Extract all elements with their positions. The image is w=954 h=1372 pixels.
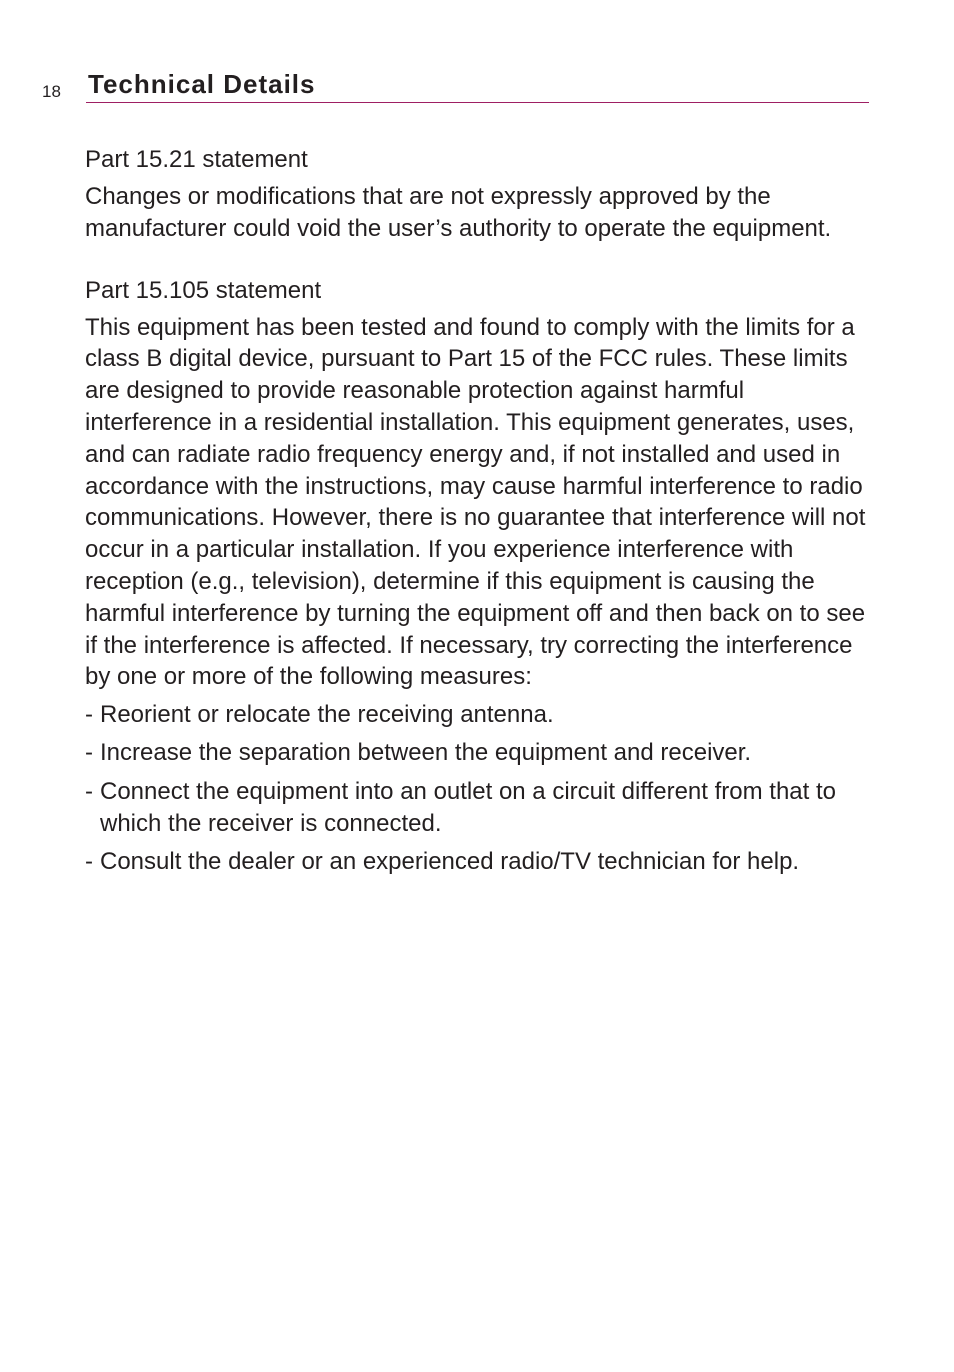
document-content [85,144,875,884]
section-spacer [85,245,875,275]
list-item-text: Reorient or relocate the receiving antenna. [100,701,554,729]
page-title: Technical Details [88,69,316,99]
measures-list [85,699,875,877]
section-paragraph: This equipment has been tested and found to comply with the limits for a class B digital device, pursuant to Part 15 of the FCC rules. These limits are designed to provide reasonable protection against harmful interference in a residential installation. This equipment generates, uses, and can radiate radio frequency energy and, if not installed and used in accordance with the instructions, may cause harmful interference to radio communications. However, there is no guarantee that interference will not occur in a particular installation. If you experience interference with reception (e.g., television), determine if this equipment is causing the harmful interference by turning the equipment off and then back on to see if the interference is affected. If necessary, try correcting the interference by one or more of the following measures: [85,313,866,691]
list-item-text: Consult the dealer or an experienced radio/TV technician for help. [100,847,800,875]
list-item [85,846,875,878]
list-item-text: Connect the equipment into an outlet on a circuit different from that to which the receiver is connected. [100,777,836,837]
list-item [85,776,875,840]
section-heading: Part 15.21 statement [85,146,308,173]
bullet-dash: - [85,847,93,875]
section-part-15-105 [85,275,875,878]
header-rule [86,102,869,103]
bullet-dash: - [85,701,93,729]
section-part-15-21 [85,144,875,245]
bullet-dash: - [85,777,93,805]
list-item-text: Increase the separation between the equipment and receiver. [100,739,752,767]
section-heading: Part 15.105 statement [85,276,322,304]
list-item [85,699,875,731]
bullet-dash: - [85,739,93,767]
section-paragraph: Changes or modifications that are not expressly approved by the manufacturer could void the user’s authority to operate the equipment. [85,183,832,242]
page-number: 18 [42,82,61,101]
list-item [85,737,875,769]
